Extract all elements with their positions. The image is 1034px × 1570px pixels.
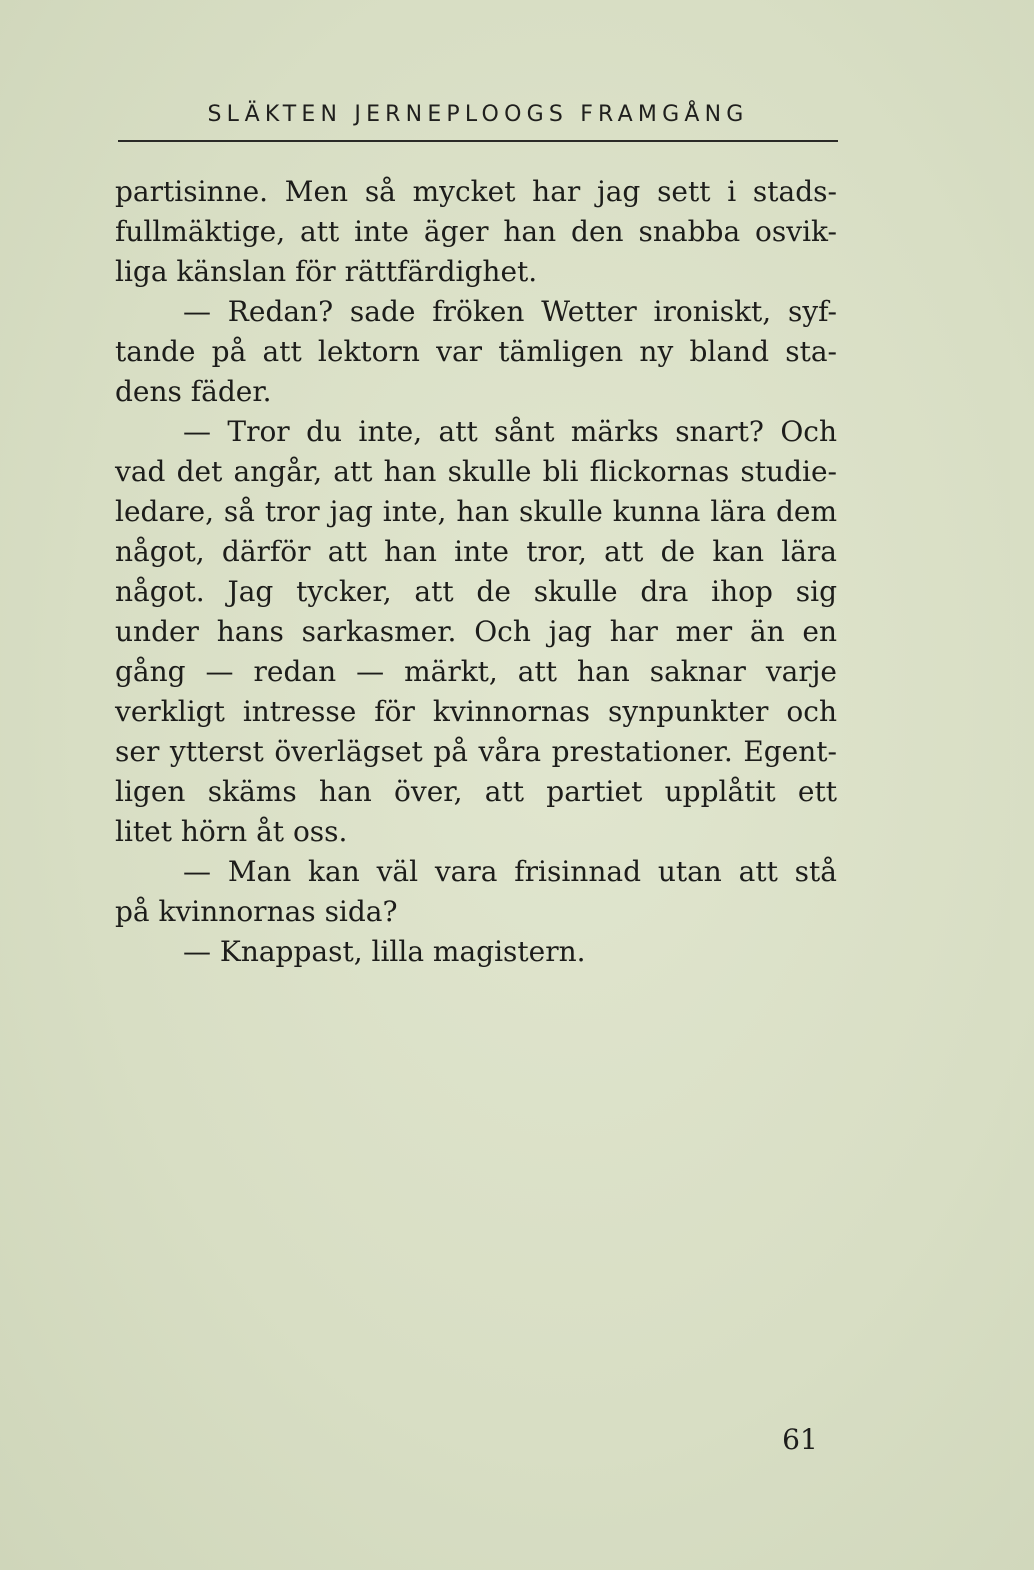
text-line: liga känslan för rättfärdighet. — [115, 255, 538, 288]
running-head: SLÄKTEN JERNEPLOOGS FRAMGÅNG — [207, 102, 749, 127]
text-line: — Man kan väl vara frisinnad utan att stå — [183, 855, 837, 888]
text-line: — Tror du inte, att sånt märks snart? Och — [183, 415, 837, 448]
text-line: partisinne. Men så mycket har jag sett i stads- — [115, 175, 837, 208]
text-line: fullmäktige, att inte äger han den snabba osvik- — [115, 215, 837, 248]
text-line: under hans sarkasmer. Och jag har mer än en — [115, 615, 837, 648]
text-line: litet hörn åt oss. — [115, 815, 348, 848]
text-line: något. Jag tycker, att de skulle dra ihop sig — [115, 575, 837, 608]
text-line: vad det angår, att han skulle bli flickornas studie- — [115, 455, 837, 488]
text-line: gång — redan — märkt, att han saknar varje — [115, 655, 837, 688]
page-number: 61 — [782, 1423, 818, 1456]
text-line: tande på att lektorn var tämligen ny bland sta- — [115, 335, 837, 368]
text-line: ligen skäms han över, att partiet upplåtit ett — [115, 775, 837, 808]
text-line: — Knappast, lilla magistern. — [183, 935, 586, 968]
text-line: ledare, så tror jag inte, han skulle kunna lära dem — [115, 495, 837, 528]
header-rule — [118, 140, 838, 142]
text-line: på kvinnornas sida? — [115, 895, 398, 928]
text-line: något, därför att han inte tror, att de kan lära — [115, 535, 837, 568]
text-line: — Redan? sade fröken Wetter ironiskt, syf- — [183, 295, 837, 328]
text-line: ser ytterst överlägset på våra prestationer. Egent- — [115, 735, 837, 768]
text-line: dens fäder. — [115, 375, 272, 408]
text-line: verkligt intresse för kvinnornas synpunkter och — [115, 695, 837, 728]
body-text — [115, 172, 837, 972]
